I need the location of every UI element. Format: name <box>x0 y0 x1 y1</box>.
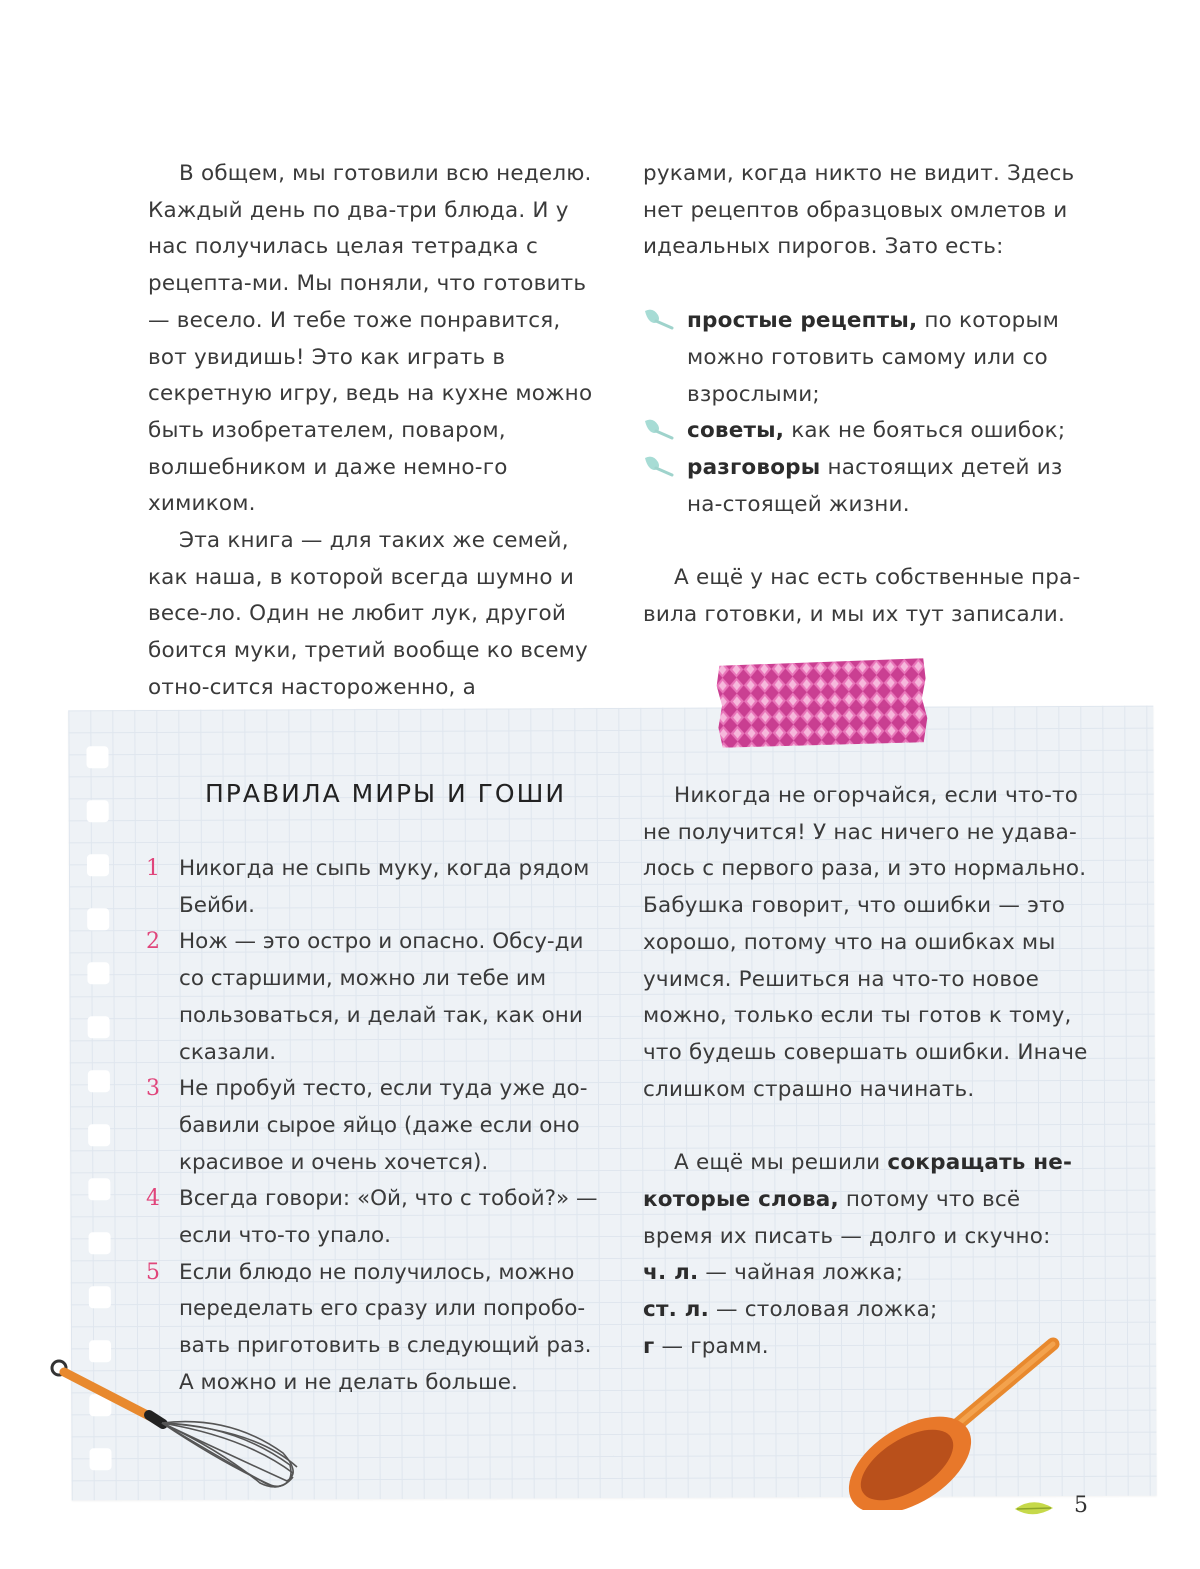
sheet-hole <box>89 1286 111 1308</box>
abbreviation-meaning: — грамм. <box>654 1333 769 1359</box>
abbreviation-item <box>643 1292 1093 1329</box>
rule-text: Если блюдо не получилось, можно переделать его сразу или попробо-вать приготовить в следующий раз. А можно и не делать больше. <box>179 1259 592 1395</box>
wooden-spoon-illustration <box>835 1330 1065 1510</box>
rule-text: Всегда говори: «Ой, что с тобой?» — если что-то упало. <box>179 1186 598 1249</box>
rule-number: 1 <box>146 856 160 881</box>
abbreviation: ст. л. <box>643 1297 709 1323</box>
bullet-spoon-icon <box>641 413 675 443</box>
list-item-bold: простые рецепты, <box>687 308 918 334</box>
sheet-hole <box>89 1232 111 1254</box>
rule-text: Нож — это остро и опасно. Обсу-ди со старшими, можно ли тебе им пользоваться, и делай так, как они сказали. <box>179 929 584 1065</box>
intro-continuation: руками, когда никто не видит. Здесь нет рецептов образцовых омлетов и идеальных пирогов. Зато есть: <box>643 161 1075 260</box>
rules-intro-paragraph: А ещё у нас есть собственные пра-вила готовки, и мы их тут записали. <box>643 565 1081 628</box>
list-item <box>643 413 1093 450</box>
page-number: 5 <box>1074 1493 1088 1518</box>
leaf-icon <box>1013 1496 1055 1520</box>
list-item-bold: разговоры <box>687 454 821 480</box>
whisk-illustration <box>45 1355 315 1495</box>
intro-paragraph-1: В общем, мы готовили всю неделю. Каждый день по два-три блюда. И у нас получилась целая тетрадка с рецепта-ми. Мы поняли, что готовить — весело. И тебе тоже понравится, вот увидишь! Это как играть в секретную игру, ведь на кухне можно быть изобретателем, поваром, волшебником и даже немно-го химиком. <box>148 161 593 517</box>
rules-list <box>146 851 606 1402</box>
sheet-hole <box>87 854 109 876</box>
abbreviation-item <box>643 1255 1093 1292</box>
list-item-bold: советы, <box>687 418 785 444</box>
rule-number: 4 <box>146 1186 160 1212</box>
list-item <box>643 450 1093 523</box>
rule-item <box>146 851 606 924</box>
rules-title: ПРАВИЛА МИРЫ И ГОШИ <box>205 779 567 808</box>
intro-left-column <box>148 156 598 743</box>
washi-tape <box>715 658 928 748</box>
list-item <box>643 303 1093 413</box>
abbreviations-intro-start: А ещё мы решили <box>674 1150 888 1176</box>
rule-item <box>146 1071 606 1181</box>
list-item-text: по которым можно готовить самому или со взрослыми; <box>687 308 1060 407</box>
abbreviation: г <box>643 1333 655 1359</box>
abbreviation-meaning: — чайная ложка; <box>698 1260 904 1286</box>
mistakes-column <box>643 778 1093 1366</box>
features-list <box>643 303 1093 523</box>
abbreviations-intro-bold: сокращать не-которые слова, <box>643 1150 1073 1213</box>
sheet-hole <box>88 1070 110 1092</box>
list-item-text: настоящих детей из на-стоящей жизни. <box>687 454 1063 517</box>
rule-text: Никогда не сыпь муку, когда рядом Бейби. <box>179 856 590 918</box>
abbreviations-intro-end: потому что всё время их писать — долго и скучно: <box>643 1187 1051 1249</box>
rule-number: 5 <box>146 1259 160 1285</box>
sheet-hole <box>87 962 109 984</box>
rule-item <box>146 1181 606 1254</box>
mistakes-paragraph: Никогда не огорчайся, если что-то не получится! У нас ничего не удава-лось с первого раза, и это нормально. Бабушка говорит, что ошибки — это хорошо, потому что на ошибках мы учимся. Решиться на что-то новое можно, только если ты готов к тому, что будешь совершать ошибки. Иначе слишком страшно начинать. <box>643 783 1088 1102</box>
sheet-hole <box>87 800 109 822</box>
rule-number: 3 <box>146 1076 160 1102</box>
sheet-hole <box>88 1016 110 1038</box>
rule-text: Не пробуй тесто, если туда уже до-бавили сырое яйцо (даже если оно красивое и очень хочется). <box>179 1076 588 1175</box>
sheet-hole <box>88 1124 110 1146</box>
abbreviations-intro <box>643 1145 1093 1255</box>
abbreviation: ч. л. <box>643 1260 699 1286</box>
sheet-hole <box>87 908 109 930</box>
abbreviation-meaning: — столовая ложка; <box>708 1297 938 1323</box>
intro-right-column <box>643 156 1093 634</box>
bullet-spoon-icon <box>641 303 675 333</box>
list-item-text: как не бояться ошибок; <box>784 418 1066 444</box>
sheet-hole <box>88 1178 110 1200</box>
rule-number: 2 <box>146 929 160 955</box>
rule-item <box>146 924 606 1071</box>
bullet-spoon-icon <box>641 450 675 480</box>
intro-paragraph-2: Эта книга — для таких же семей, как наша, в которой всегда шумно и весе-ло. Один не любит лук, другой боится муки, третий вообще ко всему отно-сится настороженно, а <box>148 528 588 700</box>
sheet-hole <box>86 746 108 768</box>
